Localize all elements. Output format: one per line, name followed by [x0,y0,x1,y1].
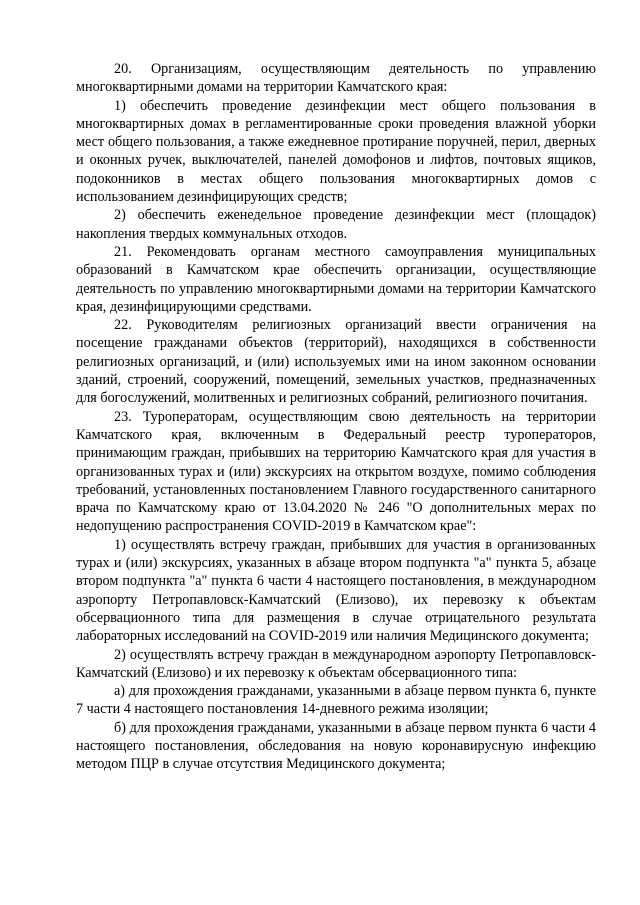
paragraph-item-20: 20. Организациям, осуществляющим деятельность по управлению многоквартирными домами на территории Камчатского края: [76,61,596,96]
paragraph-subitem-20-2: 2) обеспечить еженедельное проведение дезинфекции мест (площадок) накопления твердых коммунальных отходов. [76,207,596,242]
paragraph-subitem-20-1: 1) обеспечить проведение дезинфекции мест общего пользования в многоквартирных домах в регламентированные сроки проведения влажной уборки мест общего пользования, а также ежедневное протирание поручней, перил, дверных и оконных ручек, выключателей, панелей домофонов и лифтов, почтовых ящиков, подоконников в местах общего пользования многоквартирных домов с использованием дезинфицирующих средств; [76,97,596,206]
paragraph-subitem-23-2-a: а) для прохождения гражданами, указанными в абзаце первом пункта 6, пункте 7 части 4 настоящего постановления 14-дневного режима изоляции; [76,683,596,718]
paragraph-item-22: 22. Руководителям религиозных организаций ввести ограничения на посещение гражданами объектов (территорий), находящихся в собственности религиозных организаций, и (или) используемых ими на ином законном основании зданий, строений, сооружений, помещений, земельных участков, предназначенных для богослужений, молитвенных и религиозных собраний, религиозного почитания. [76,317,596,407]
paragraph-item-23: 23. Туроператорам, осуществляющим свою деятельность на территории Камчатского края, включенным в Федеральный реестр туроператоров, принимающим граждан, прибывших на территорию Камчатского края для участия в организованных турах и (или) экскурсиях на открытом воздухе, помимо соблюдения требований, установленных постановлением Главного государственного санитарного врача по Камчатскому краю от 13.04.2020 № 246 "О дополнительных мерах по недопущению распространения COVID-2019 в Камчатском крае": [76,408,596,535]
paragraph-subitem-23-1: 1) осуществлять встречу граждан, прибывших для участия в организованных турах и (или) экскурсиях, указанных в абзаце втором подпункта "а" пункта 5, абзаце втором подпункта "а" пункта 6 части 4 настоящего постановления, в международном аэропорту Петропавловск-Камчатский (Елизово), их перевозку к объектам обсервационного типа для размещения в случае отрицательного результата лабораторных исследований на COVID-2019 или наличия Медицинского документа; [76,536,596,645]
document-body [76,60,596,774]
paragraph-item-21: 21. Рекомендовать органам местного самоуправления муниципальных образований в Камчатском крае обеспечить организации, осуществляющие деятельность по управлению многоквартирными домами на территории Камчатского края, дезинфицирующими средствами. [76,243,596,315]
paragraph-subitem-23-2-b: б) для прохождения гражданами, указанными в абзаце первом пункта 6 части 4 настоящего постановления, обследования на новую коронавирусную инфекцию методом ПЦР в случае отсутствия Медицинского документа; [76,719,596,773]
paragraph-subitem-23-2: 2) осуществлять встречу граждан в международном аэропорту Петропавловск-Камчатский (Елизово) и их перевозку к объектам обсервационного типа: [76,646,596,681]
